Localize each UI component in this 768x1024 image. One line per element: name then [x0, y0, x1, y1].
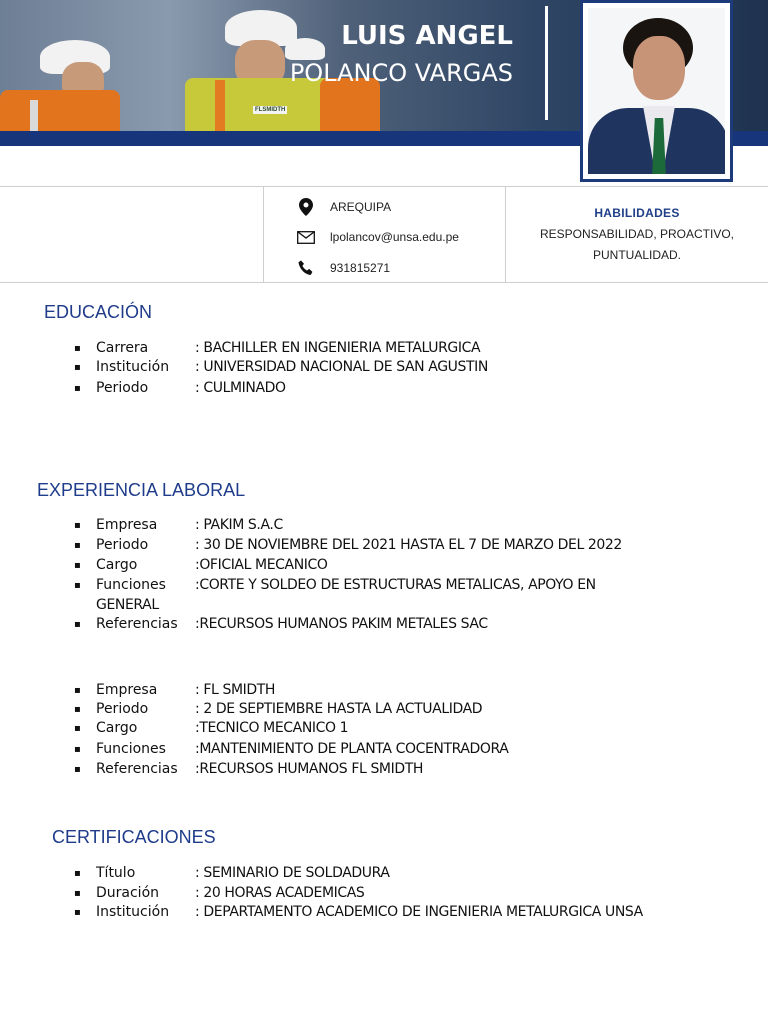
bullet-icon: ▪: [74, 704, 81, 715]
list-item: ▪ Periodo : 30 DE NOVIEMBRE DEL 2021 HASTA EL 7 DE MARZO DEL 2022: [74, 537, 622, 553]
name-last: POLANCO VARGAS: [289, 59, 513, 87]
contact-row: [0, 186, 768, 283]
list-item: ▪ Empresa : FL SMIDTH: [74, 682, 276, 698]
email-text[interactable]: lpolancov@unsa.edu.pe: [330, 230, 459, 244]
list-item: ▪ Cargo :OFICIAL MECANICO: [74, 557, 328, 573]
contact-phone: [296, 257, 390, 279]
envelope-icon: [296, 229, 316, 245]
list-item: ▪ Referencias :RECURSOS HUMANOS FL SMIDTH: [74, 761, 423, 777]
name-first: LUIS ANGEL: [341, 21, 513, 51]
banner-logo: FLSMIDTH: [255, 107, 286, 113]
certifications-title: CERTIFICACIONES: [52, 827, 216, 847]
bullet-icon: ▪: [74, 685, 81, 696]
bullet-icon: ▪: [74, 764, 81, 775]
list-item: ▪ Institución : DEPARTAMENTO ACADEMICO DE INGENIERIA METALURGICA UNSA: [74, 904, 643, 920]
bullet-icon: ▪: [74, 520, 81, 531]
phone-text: 931815271: [330, 261, 391, 275]
list-item: ▪ Periodo : CULMINADO: [74, 380, 286, 396]
list-item-continuation: GENERAL: [96, 597, 159, 613]
list-item: ▪ Institución : UNIVERSIDAD NACIONAL DE SAN AGUSTIN: [74, 359, 488, 375]
skills-line-2: PUNTUALIDAD.: [592, 248, 681, 262]
bullet-icon: ▪: [74, 744, 81, 755]
header-divider: [545, 6, 548, 120]
bullet-icon: ▪: [74, 907, 81, 918]
contact-email: [296, 226, 459, 248]
city-text: AREQUIPA: [330, 200, 392, 214]
list-item: ▪ Referencias :RECURSOS HUMANOS PAKIM METALES SAC: [74, 616, 488, 632]
bullet-icon: ▪: [74, 723, 81, 734]
contact-city: [296, 196, 391, 218]
bullet-icon: ▪: [74, 343, 81, 354]
bullet-icon: ▪: [74, 580, 81, 591]
list-item: ▪ Funciones :CORTE Y SOLDEO DE ESTRUCTURAS METALICAS, APOYO EN: [74, 577, 596, 593]
phone-icon: [296, 260, 316, 276]
bullet-icon: ▪: [74, 560, 81, 571]
bullet-icon: ▪: [74, 383, 81, 394]
list-item: ▪ Título : SEMINARIO DE SOLDADURA: [74, 865, 390, 881]
profile-photo: [580, 0, 733, 182]
location-pin-icon: [296, 199, 316, 215]
bullet-icon: ▪: [74, 868, 81, 879]
bullet-icon: ▪: [74, 362, 81, 373]
skills-title: HABILIDADES: [594, 206, 680, 220]
experience-title: EXPERIENCIA LABORAL: [37, 480, 246, 500]
list-item: ▪ Periodo : 2 DE SEPTIEMBRE HASTA LA ACTUALIDAD: [74, 701, 483, 717]
skills-text: [506, 224, 768, 266]
list-item: ▪ Carrera : BACHILLER EN INGENIERIA METALURGICA: [74, 340, 481, 356]
bullet-icon: ▪: [74, 540, 81, 551]
bullet-icon: ▪: [74, 619, 81, 630]
list-item: ▪ Funciones :MANTENIMIENTO DE PLANTA COCENTRADORA: [74, 741, 509, 757]
bullet-icon: ▪: [74, 888, 81, 899]
list-item: ▪ Cargo :TECNICO MECANICO 1: [74, 720, 349, 736]
contact-divider-left: [263, 187, 264, 282]
skills-line-1: RESPONSABILIDAD, PROACTIVO,: [539, 227, 735, 241]
list-item: ▪ Duración : 20 HORAS ACADEMICAS: [74, 885, 365, 901]
education-title: EDUCACIÓN: [44, 302, 153, 322]
list-item: ▪ Empresa : PAKIM S.A.C: [74, 517, 283, 533]
